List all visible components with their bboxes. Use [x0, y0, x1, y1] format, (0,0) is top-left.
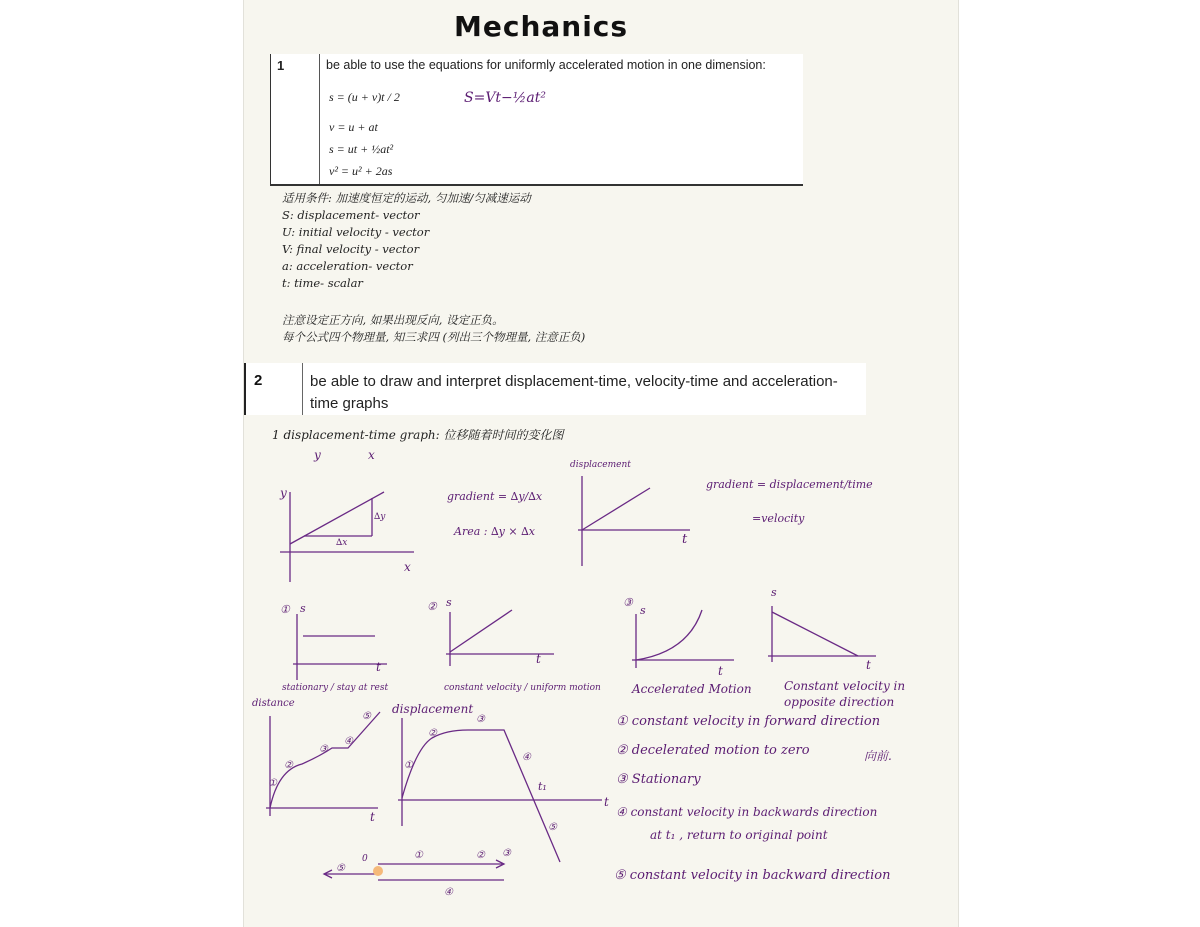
- delta-y-label: ∆y: [374, 512, 386, 522]
- point-label: ③: [502, 848, 511, 859]
- point-label: ③: [319, 744, 328, 755]
- point-label: ②: [284, 760, 293, 771]
- graph-number: ③: [623, 596, 633, 609]
- opposite-direction-graph: [764, 604, 880, 664]
- x-axis-label: x: [404, 560, 411, 574]
- spec-number: 2: [254, 372, 263, 389]
- graph-caption: Constant velocity in opposite direction: [784, 679, 906, 709]
- velocity-note: =velocity: [752, 512, 805, 525]
- page-title: Mechanics: [454, 10, 629, 43]
- legend-line: ⑤ constant velocity in backward direction: [614, 868, 891, 883]
- gradient-graph: [274, 484, 424, 584]
- legend-line: ④ constant velocity in backwards direction: [616, 805, 878, 819]
- point-label: ⑤: [336, 863, 345, 874]
- equation-2: v = u + at: [329, 120, 378, 134]
- graph-heading: 1 displacement-time graph: 位移随着时间的变化图: [272, 428, 564, 442]
- legend-line: ③ Stationary: [616, 772, 701, 787]
- legend-line: ① constant velocity in forward direction: [616, 714, 881, 729]
- accelerated-motion-graph: [628, 610, 738, 670]
- graph-caption: stationary / stay at rest: [282, 683, 389, 693]
- x-axis-label: t: [536, 652, 541, 666]
- point-label: ④: [444, 887, 453, 898]
- y-axis-label: s: [640, 604, 646, 617]
- y-axis-label: s: [771, 586, 777, 599]
- point-label: ③: [476, 714, 485, 725]
- tips-notes: [282, 312, 585, 346]
- notes-page: [243, 0, 959, 927]
- delta-x-label: ∆x: [336, 538, 348, 548]
- tip-line: 注意设定正方向, 如果出现反向, 设定正负。: [282, 313, 504, 327]
- x-axis-label: t: [866, 658, 871, 672]
- side-note: 向前.: [864, 749, 892, 763]
- y-axis-label: displacement: [570, 460, 631, 470]
- variable-line: S: displacement- vector: [282, 208, 420, 222]
- x-axis-label: t: [682, 532, 688, 547]
- graph-number: ①: [280, 603, 290, 616]
- heading-y-note: y: [314, 448, 321, 462]
- t1-label: t₁: [538, 780, 547, 793]
- handwritten-equation: S=Vt−½at²: [464, 90, 546, 106]
- gradient-note: gradient = displacement/time: [706, 478, 873, 491]
- point-label: ⑤: [548, 822, 557, 833]
- spec-statement: be able to use the equations for uniformly accelerated motion in one dimension:: [326, 58, 766, 72]
- variable-line: a: acceleration- vector: [282, 259, 413, 273]
- graph-caption: Accelerated Motion: [632, 682, 752, 696]
- point-label: ⑤: [362, 711, 371, 722]
- equation-1: s = (u + v)t / 2: [329, 90, 400, 104]
- stationary-graph: [289, 612, 389, 682]
- graph-number: ②: [427, 600, 437, 613]
- x-axis-label: t: [604, 795, 609, 809]
- variable-line: V: final velocity - vector: [282, 242, 420, 256]
- y-axis-label: displacement: [392, 702, 474, 716]
- y-axis-label: y: [280, 486, 287, 500]
- table-divider: [319, 54, 320, 184]
- spec-number: 1: [277, 58, 285, 73]
- point-label: ①: [268, 778, 277, 789]
- conditions-line: 适用条件: 加速度恒定的运动, 匀加速/匀减速运动: [282, 191, 531, 205]
- displacement-time-graph: [574, 472, 694, 568]
- y-axis-label: s: [446, 596, 452, 609]
- displacement-profile-graph: [394, 712, 604, 868]
- point-label: ②: [476, 850, 485, 861]
- x-axis-label: t: [376, 660, 381, 674]
- x-axis-label: t: [718, 664, 723, 678]
- area-note: Area : ∆y × ∆x: [454, 525, 535, 538]
- legend-line: ② decelerated motion to zero: [616, 743, 810, 758]
- motion-number-line: [324, 848, 524, 888]
- equation-4: v² = u² + 2as: [329, 164, 393, 178]
- origin-dot: [373, 866, 383, 876]
- heading-x-note: x: [368, 448, 375, 462]
- table-divider: [302, 363, 303, 415]
- variable-line: U: initial velocity - vector: [282, 225, 430, 239]
- x-axis-label: t: [370, 810, 375, 824]
- point-label: ④: [344, 736, 353, 747]
- y-axis-label: s: [300, 602, 306, 615]
- spec-box-1: [270, 54, 803, 186]
- tip-line: 每个公式四个物理量, 知三求四 (列出三个物理量, 注意正负): [282, 330, 586, 344]
- y-axis-label: distance: [252, 698, 295, 709]
- point-label: ②: [428, 728, 437, 739]
- spec-box-2: [244, 363, 866, 415]
- gradient-note: gradient = ∆y/∆x: [447, 490, 543, 503]
- equation-3: s = ut + ½at²: [329, 142, 394, 156]
- conditions-notes: [282, 190, 531, 292]
- zero-label: 0: [362, 854, 368, 864]
- graph-caption: constant velocity / uniform motion: [444, 683, 601, 693]
- point-label: ①: [414, 850, 423, 861]
- variable-line: t: time- scalar: [282, 276, 363, 290]
- distance-time-graph: [262, 712, 382, 818]
- point-label: ①: [404, 760, 413, 771]
- spec-statement: be able to draw and interpret displacement-time, velocity-time and acceleration-time graphs: [310, 373, 838, 412]
- legend-line: at t₁ , return to original point: [650, 828, 828, 842]
- point-label: ④: [522, 752, 531, 763]
